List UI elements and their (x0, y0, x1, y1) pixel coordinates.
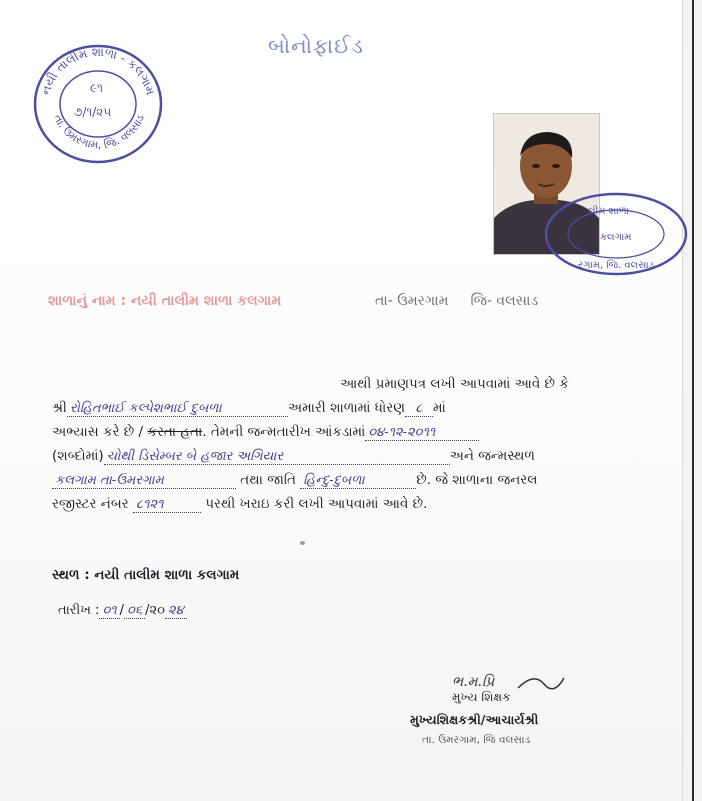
photo-overlap-stamp (540, 190, 690, 280)
headmaster-name: મુખ્યશિક્ષકશ્રી/આચાર્યશ્રી (410, 712, 539, 727)
birthplace-field: કલગામ તા-ઉમરગામ (52, 473, 236, 489)
dob-label: . તેમની જન્મતારીખ આંકડામાં (202, 424, 366, 440)
stamp-ring-bottom-text: તા. ઉમરગામ, જિ. વલસાડ (50, 112, 147, 152)
paper-speck (300, 541, 305, 545)
standard-field: ૮ (405, 401, 433, 417)
school-round-stamp (32, 40, 164, 164)
body-line-2 (52, 424, 479, 441)
body-line-3 (52, 448, 535, 465)
caste-label: તથા જાતિ (240, 472, 296, 488)
date-line: તારીખ : ૦૧ / ૦૬ /૨૦ ૨૪ (58, 603, 187, 619)
shri-prefix: શ્રી (52, 400, 67, 416)
photo-stamp-line1: લીમ શાળા (588, 206, 630, 217)
page-edge (692, 0, 694, 801)
studied-text-struck: કરતા હતા (147, 424, 203, 440)
date-year-prefix: ૨૦ (149, 603, 166, 618)
date-month-field: ૦૬ (124, 603, 145, 619)
certificate-footer-text: પરથી ખરાઇ કરી લખી આપવામાં આવે છે. (205, 496, 428, 512)
student-name-field: રોહિતભાઈ કલ્પેશભાઈ દુબળા (67, 401, 288, 417)
register-number-field: ૮૧૨૧ (133, 497, 201, 513)
words-label: (શબ્દોમાં) (52, 448, 104, 464)
date-day-field: ૦૧ (99, 603, 119, 619)
place-line: સ્થળ : નયી તાલીમ શાળા કલગામ (52, 567, 240, 583)
register-text: છે. જે શાળાના જનરલ (416, 472, 538, 488)
taluka-district-line (375, 293, 538, 309)
body-line-5 (52, 496, 427, 513)
amari-shala-text: અમારી શાળામાં ધોરણ (287, 400, 405, 416)
date-year-suffix-field: ૨૪ (165, 603, 187, 619)
date-label: તારીખ : (58, 603, 100, 618)
dob-words-field: ચોથી ડિસેમ્બર બે હજાર અગિયાર (104, 449, 450, 465)
district-text: જિ- વલસાડ (470, 293, 539, 309)
photo-stamp-line3: રગામ, જિ. વલસાડ (578, 260, 655, 271)
maa-text: માં (433, 400, 446, 416)
headmaster-signature-block (400, 668, 600, 748)
caste-field: હિન્દુ-દુબળા (300, 473, 416, 489)
taluka-text: તા- ઉમરગામ (375, 293, 449, 309)
signature-initials: ભ.મ.પ્રિ (452, 674, 495, 690)
body-line-1 (52, 400, 446, 417)
stamp-date: ૭/૧/૨૫ (74, 105, 112, 119)
studies-text: અભ્યાસ કરે છે / (52, 424, 144, 440)
body-line-4 (52, 472, 538, 489)
headmaster-place: તા. ઉમરગામ, જિ વલસાડ (422, 734, 531, 746)
and-birthplace-text: અને જન્મસ્થળ (449, 448, 535, 464)
photo-stamp-line2: કલગામ (600, 232, 632, 243)
dob-digits-field: ૦૪-૧૨-૨૦૧૧ (365, 425, 479, 441)
register-label: રજીસ્ટર નંબર (52, 496, 129, 512)
stamp-serial: ૯૧ (90, 81, 103, 95)
stamp-ring-top-text: નયી તાલીમ શાળા - કલગામ (38, 44, 158, 97)
headmaster-title: મુખ્ય શિક્ષક (452, 690, 511, 704)
document-title: બોનોફાઈડ (268, 34, 364, 58)
school-name-line: શાળાનું નામ : નયી તાલીમ શાળા કલગામ (48, 293, 282, 309)
certificate-intro: આથી પ્રમાણપત્ર લખી આપવામાં આવે છે કે (340, 376, 569, 392)
